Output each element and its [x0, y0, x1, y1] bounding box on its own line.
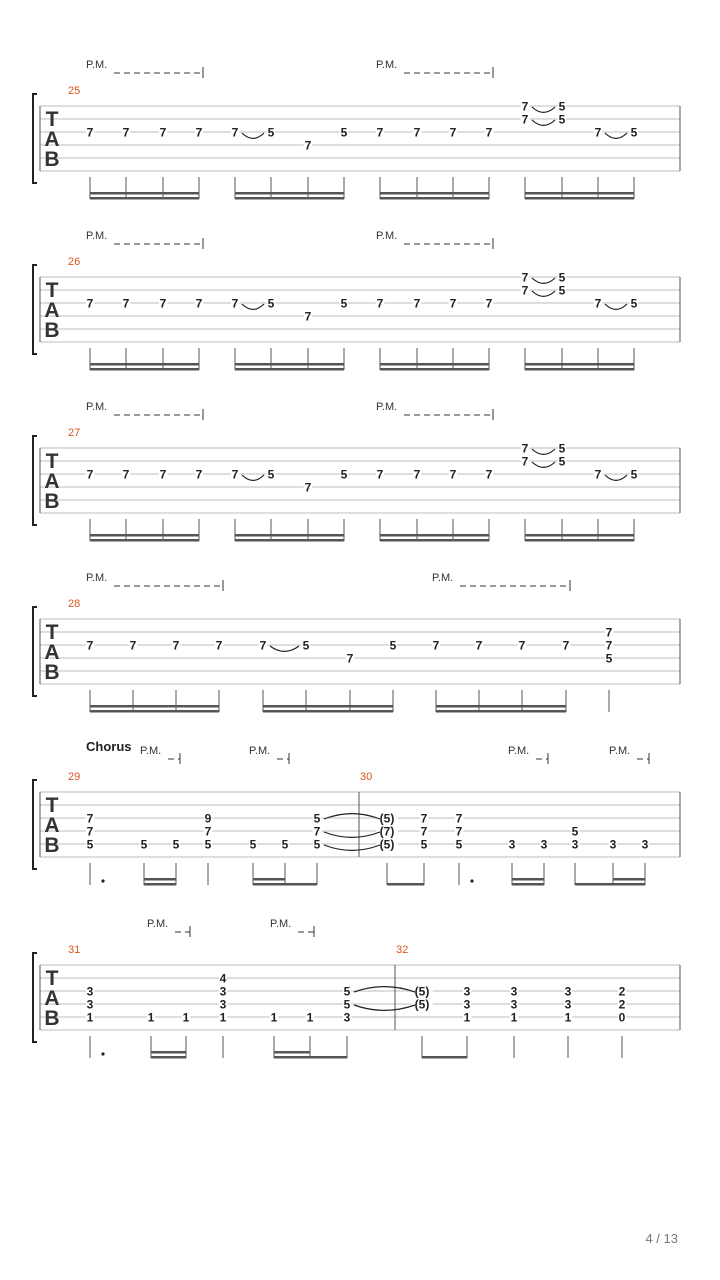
- fret-number: 5: [267, 296, 275, 311]
- slur: [270, 646, 299, 651]
- beam: [422, 1056, 467, 1059]
- beam: [263, 705, 393, 708]
- system-bracket: [33, 780, 37, 869]
- fret-number: 7: [420, 811, 428, 826]
- fret-number: 3: [219, 984, 227, 999]
- beam: [90, 192, 199, 195]
- section-label: Chorus: [86, 739, 132, 754]
- tab-clef-letter: T: [45, 621, 59, 644]
- beam: [525, 534, 634, 537]
- tab-system-2: [33, 230, 680, 371]
- fret-number: 9: [204, 811, 212, 826]
- palm-mute-label: P.M.: [147, 918, 169, 930]
- fret-number: 7: [594, 296, 602, 311]
- fret-number: 5: [313, 837, 321, 852]
- fret-number: 7: [521, 441, 529, 456]
- fret-number: 7: [562, 638, 570, 653]
- beam: [525, 197, 634, 200]
- fret-number: 7: [521, 283, 529, 298]
- fret-number: (5): [379, 837, 395, 852]
- fret-number: 3: [571, 837, 579, 852]
- fret-number: 3: [508, 837, 516, 852]
- beam: [436, 710, 566, 713]
- beam: [380, 534, 489, 537]
- fret-number: 7: [129, 638, 137, 653]
- fret-number: 3: [609, 837, 617, 852]
- fret-number: 1: [510, 1010, 518, 1025]
- slur: [532, 278, 555, 283]
- fret-number: (5): [414, 997, 430, 1012]
- slur: [532, 291, 555, 296]
- system-bracket: [33, 265, 37, 354]
- beam: [90, 534, 199, 537]
- fret-number: 3: [540, 837, 548, 852]
- fret-number: 3: [463, 997, 471, 1012]
- fret-number: 1: [463, 1010, 471, 1025]
- rhythm-dot: [470, 879, 473, 882]
- fret-number: 7: [86, 296, 94, 311]
- rhythm-dot: [101, 1052, 104, 1055]
- slur: [242, 133, 264, 138]
- fret-number: 7: [231, 125, 239, 140]
- fret-number: 5: [340, 296, 348, 311]
- fret-number: 7: [521, 99, 529, 114]
- fret-number: 7: [413, 467, 421, 482]
- beam: [90, 539, 199, 542]
- beam: [90, 710, 219, 713]
- tab-clef-letter: T: [45, 279, 59, 302]
- fret-number: 4: [219, 971, 227, 986]
- fret-number: 5: [172, 837, 180, 852]
- fret-number: 1: [564, 1010, 572, 1025]
- slur: [532, 462, 555, 467]
- measure-number: 32: [396, 944, 409, 956]
- fret-number: 5: [267, 125, 275, 140]
- fret-number: 1: [306, 1010, 314, 1025]
- tab-system-4: [33, 572, 680, 713]
- fret-number: 7: [605, 638, 613, 653]
- fret-number: 7: [86, 638, 94, 653]
- fret-number: 1: [219, 1010, 227, 1025]
- system-bracket: [33, 953, 37, 1042]
- fret-number: 7: [195, 467, 203, 482]
- fret-number: 1: [270, 1010, 278, 1025]
- tab-clef-letter: T: [45, 967, 59, 990]
- fret-number: (7): [379, 824, 395, 839]
- beam: [235, 539, 344, 542]
- fret-number: 7: [122, 125, 130, 140]
- slur: [354, 1005, 415, 1010]
- fret-number: 7: [521, 112, 529, 127]
- fret-number: 7: [86, 125, 94, 140]
- fret-number: 5: [86, 837, 94, 852]
- fret-number: 0: [618, 1010, 626, 1025]
- fret-number: (5): [414, 984, 430, 999]
- beam: [436, 705, 566, 708]
- fret-number: 7: [420, 824, 428, 839]
- system-bracket: [33, 436, 37, 525]
- fret-number: 7: [86, 811, 94, 826]
- fret-number: 5: [267, 467, 275, 482]
- system-bracket: [33, 607, 37, 696]
- slur: [532, 107, 555, 112]
- page-number: 4 / 13: [645, 1231, 678, 1246]
- palm-mute-label: P.M.: [86, 572, 108, 584]
- fret-number: 7: [231, 467, 239, 482]
- tab-clef-letter: B: [44, 1007, 60, 1030]
- tab-clef-letter: B: [44, 661, 60, 684]
- tab-clef-letter: B: [44, 148, 60, 171]
- fret-number: 3: [641, 837, 649, 852]
- fret-number: 7: [449, 296, 457, 311]
- beam: [613, 883, 645, 886]
- tab-clef-letter: B: [44, 834, 60, 857]
- fret-number: 7: [231, 296, 239, 311]
- measure-number: 29: [68, 771, 81, 783]
- fret-number: 7: [376, 467, 384, 482]
- fret-number: 7: [455, 811, 463, 826]
- fret-number: 5: [605, 651, 613, 666]
- beam: [235, 534, 344, 537]
- beam: [90, 368, 199, 371]
- tab-system-3: [33, 401, 680, 542]
- palm-mute-label: P.M.: [376, 59, 398, 71]
- beam: [525, 368, 634, 371]
- fret-number: 7: [432, 638, 440, 653]
- palm-mute-label: P.M.: [86, 401, 108, 413]
- rhythm-dot: [101, 879, 104, 882]
- beam: [380, 363, 489, 366]
- fret-number: 5: [558, 283, 566, 298]
- measure-number: 25: [68, 85, 81, 97]
- fret-number: 5: [281, 837, 289, 852]
- fret-number: 7: [485, 467, 493, 482]
- fret-number: 2: [618, 984, 626, 999]
- fret-number: 7: [204, 824, 212, 839]
- fret-number: 1: [86, 1010, 94, 1025]
- tab-clef-letter: A: [44, 128, 60, 151]
- measure-number: 28: [68, 598, 81, 610]
- palm-mute-label: P.M.: [86, 230, 108, 242]
- fret-number: 3: [86, 984, 94, 999]
- beam: [235, 363, 344, 366]
- tab-system-5: [33, 739, 680, 886]
- slur: [605, 475, 627, 480]
- fret-number: 5: [343, 997, 351, 1012]
- fret-number: 7: [413, 125, 421, 140]
- fret-number: 5: [558, 454, 566, 469]
- fret-number: 3: [343, 1010, 351, 1025]
- fret-number: 7: [346, 651, 354, 666]
- fret-number: 7: [215, 638, 223, 653]
- fret-number: 3: [86, 997, 94, 1012]
- fret-number: 5: [340, 125, 348, 140]
- beam: [387, 883, 424, 886]
- fret-number: 5: [630, 296, 638, 311]
- slur: [242, 304, 264, 309]
- fret-number: 7: [518, 638, 526, 653]
- fret-number: 1: [182, 1010, 190, 1025]
- tab-clef-letter: A: [44, 987, 60, 1010]
- beam: [90, 705, 219, 708]
- beam: [151, 1056, 186, 1059]
- beam: [144, 878, 176, 881]
- fret-number: 7: [86, 467, 94, 482]
- fret-number: 7: [195, 296, 203, 311]
- beam: [253, 883, 317, 886]
- fret-number: 7: [304, 138, 312, 153]
- palm-mute-label: P.M.: [508, 745, 530, 757]
- fret-number: 7: [122, 467, 130, 482]
- fret-number: 7: [172, 638, 180, 653]
- tab-clef-letter: B: [44, 490, 60, 513]
- beam: [613, 878, 645, 881]
- beam: [380, 368, 489, 371]
- beam: [380, 539, 489, 542]
- tab-clef-letter: T: [45, 450, 59, 473]
- fret-number: 5: [571, 824, 579, 839]
- fret-number: 7: [304, 480, 312, 495]
- fret-number: 7: [455, 824, 463, 839]
- measure-number: 27: [68, 427, 81, 439]
- fret-number: 5: [389, 638, 397, 653]
- beam: [235, 192, 344, 195]
- fret-number: 7: [376, 125, 384, 140]
- slur: [324, 845, 380, 850]
- beam: [525, 192, 634, 195]
- tab-clef-letter: B: [44, 319, 60, 342]
- palm-mute-label: P.M.: [609, 745, 631, 757]
- palm-mute-label: P.M.: [432, 572, 454, 584]
- beam: [525, 539, 634, 542]
- fret-number: 7: [521, 454, 529, 469]
- fret-number: 3: [463, 984, 471, 999]
- fret-number: 7: [485, 296, 493, 311]
- fret-number: 7: [594, 125, 602, 140]
- tab-clef-letter: A: [44, 470, 60, 493]
- palm-mute-label: P.M.: [376, 230, 398, 242]
- beam: [253, 878, 285, 881]
- tab-clef-letter: A: [44, 299, 60, 322]
- fret-number: 7: [449, 467, 457, 482]
- slur: [532, 449, 555, 454]
- fret-number: 7: [159, 125, 167, 140]
- fret-number: 5: [630, 467, 638, 482]
- beam: [263, 710, 393, 713]
- fret-number: 5: [313, 811, 321, 826]
- fret-number: 5: [204, 837, 212, 852]
- beam: [380, 192, 489, 195]
- beam: [274, 1056, 347, 1059]
- beam: [512, 878, 544, 881]
- beam: [525, 363, 634, 366]
- fret-number: 5: [558, 99, 566, 114]
- fret-number: 1: [147, 1010, 155, 1025]
- beam: [512, 883, 544, 886]
- slur: [605, 304, 627, 309]
- fret-number: 5: [340, 467, 348, 482]
- fret-number: 7: [594, 467, 602, 482]
- fret-number: 5: [140, 837, 148, 852]
- fret-number: 3: [564, 997, 572, 1012]
- fret-number: 3: [510, 997, 518, 1012]
- beam: [235, 368, 344, 371]
- palm-mute-label: P.M.: [376, 401, 398, 413]
- fret-number: 7: [605, 625, 613, 640]
- tab-clef-letter: A: [44, 641, 60, 664]
- slur: [605, 133, 627, 138]
- palm-mute-label: P.M.: [86, 59, 108, 71]
- fret-number: 7: [259, 638, 267, 653]
- beam: [90, 363, 199, 366]
- fret-number: 5: [455, 837, 463, 852]
- fret-number: 7: [449, 125, 457, 140]
- fret-number: 5: [343, 984, 351, 999]
- measure-number: 31: [68, 944, 81, 956]
- fret-number: 3: [564, 984, 572, 999]
- fret-number: (5): [379, 811, 395, 826]
- tab-clef-letter: A: [44, 814, 60, 837]
- fret-number: 2: [618, 997, 626, 1012]
- fret-number: 3: [219, 997, 227, 1012]
- fret-number: 5: [558, 441, 566, 456]
- tab-clef-letter: T: [45, 108, 59, 131]
- fret-number: 3: [510, 984, 518, 999]
- tab-system-6: [33, 918, 680, 1059]
- fret-number: 7: [485, 125, 493, 140]
- fret-number: 7: [122, 296, 130, 311]
- tab-clef-letter: T: [45, 794, 59, 817]
- fret-number: 7: [475, 638, 483, 653]
- system-bracket: [33, 94, 37, 183]
- slur: [532, 120, 555, 125]
- beam: [380, 197, 489, 200]
- fret-number: 5: [630, 125, 638, 140]
- tab-system-1: [33, 59, 680, 200]
- fret-number: 7: [159, 296, 167, 311]
- measure-number: 30: [360, 771, 373, 783]
- beam: [144, 883, 176, 886]
- fret-number: 5: [420, 837, 428, 852]
- beam: [90, 197, 199, 200]
- fret-number: 7: [304, 309, 312, 324]
- beam: [274, 1051, 310, 1054]
- fret-number: 7: [195, 125, 203, 140]
- fret-number: 7: [413, 296, 421, 311]
- fret-number: 7: [313, 824, 321, 839]
- palm-mute-label: P.M.: [249, 745, 271, 757]
- fret-number: 5: [558, 270, 566, 285]
- fret-number: 7: [376, 296, 384, 311]
- fret-number: 7: [86, 824, 94, 839]
- palm-mute-label: P.M.: [140, 745, 162, 757]
- beam: [235, 197, 344, 200]
- slur: [242, 475, 264, 480]
- slur: [324, 832, 380, 837]
- fret-number: 7: [521, 270, 529, 285]
- measure-number: 26: [68, 256, 81, 268]
- fret-number: 5: [302, 638, 310, 653]
- fret-number: 7: [159, 467, 167, 482]
- palm-mute-label: P.M.: [270, 918, 292, 930]
- fret-number: 5: [249, 837, 257, 852]
- beam: [151, 1051, 186, 1054]
- fret-number: 5: [558, 112, 566, 127]
